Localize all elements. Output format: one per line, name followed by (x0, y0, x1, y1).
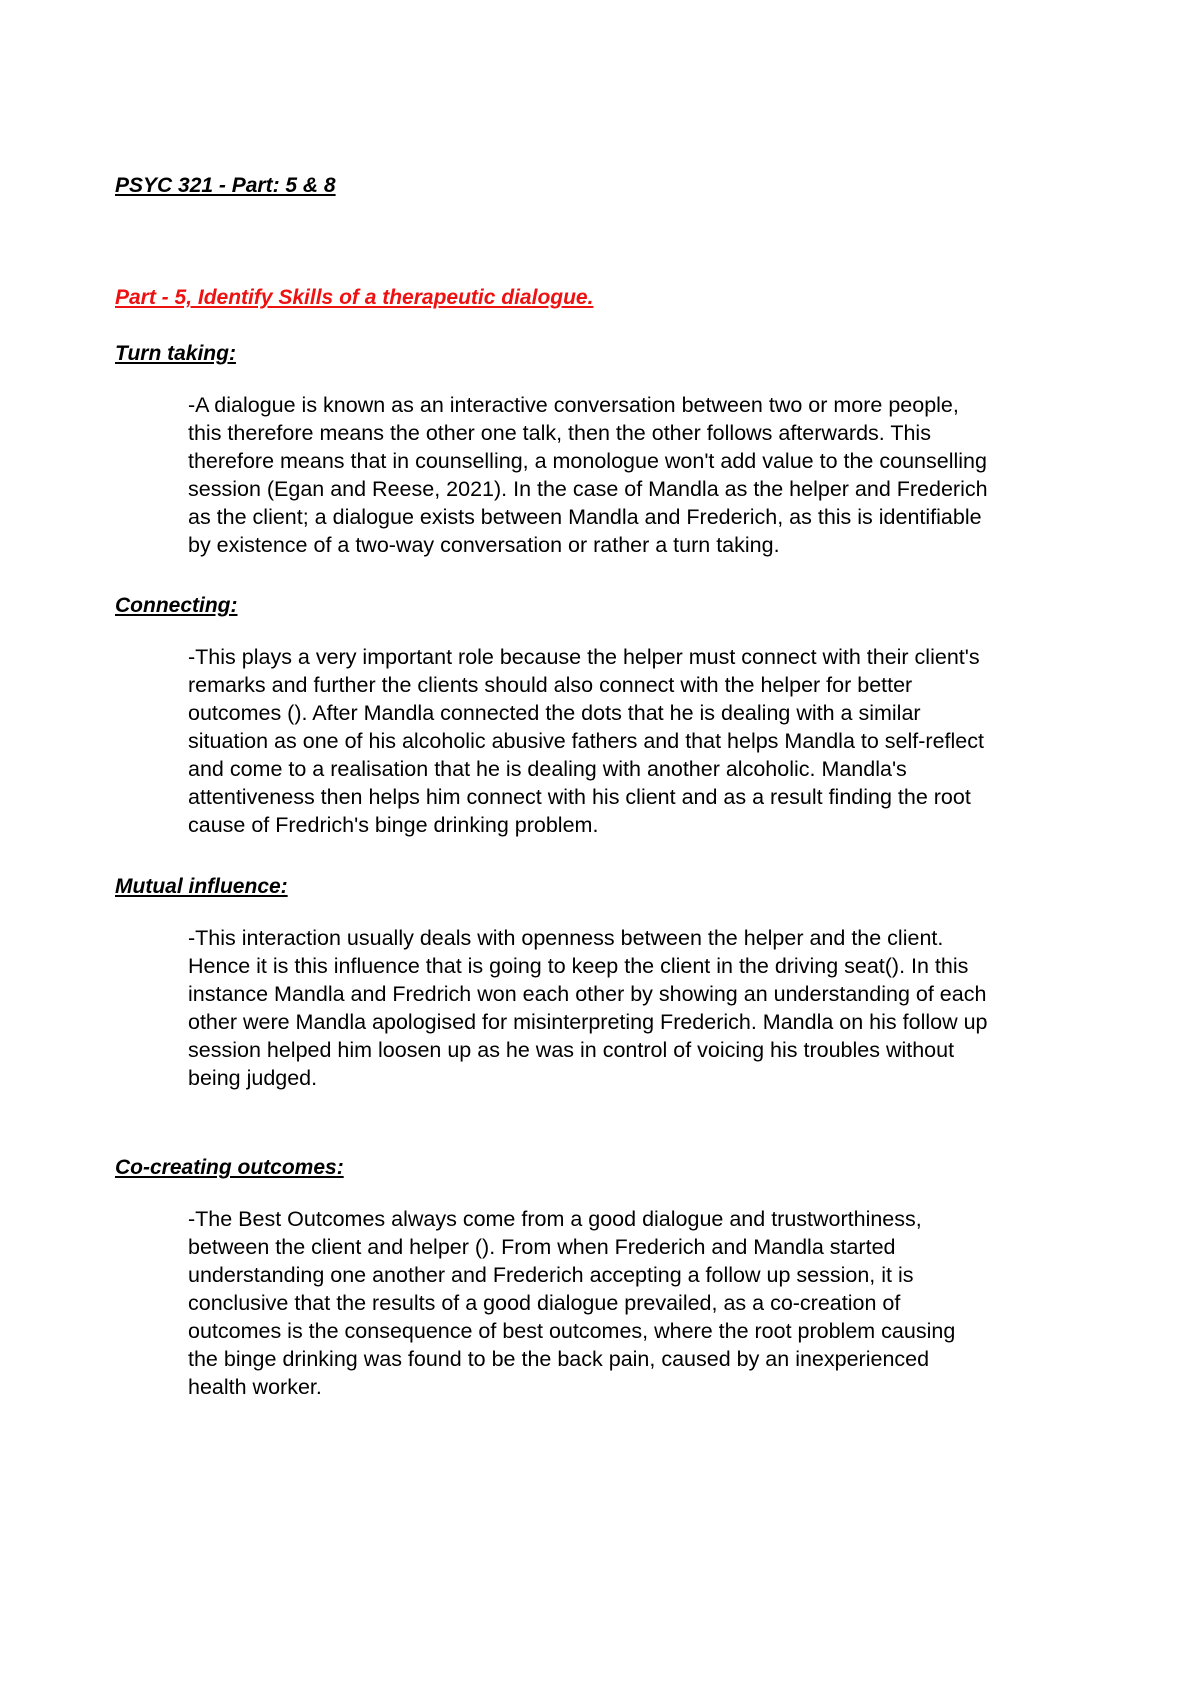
section-body: -This interaction usually deals with openness between the helper and the client. Hence it is this influence that is going to keep the client in the driving seat(). In this instance Mandla and Fredrich won each other by showing an understanding of each other were Mandla apologised for misinterpreting Frederich. Mandla on his follow up session helped him loosen up as he was in control of voicing his troubles without being judged. (188, 926, 988, 1090)
section-heading: Connecting: (115, 594, 238, 617)
section-body: -This plays a very important role because the helper must connect with their client's remarks and further the clients should also connect with the helper for better outcomes (). After Mandla connected the dots that he is dealing with a similar situation as one of his alcoholic abusive fathers and that helps Mandla to self-reflect and come to a realisation that he is dealing with another alcoholic. Mandla's attentiveness then helps him connect with his client and as a result finding the root cause of Fredrich's binge drinking problem. (188, 645, 984, 837)
section-heading: Co-creating outcomes: (115, 1156, 344, 1179)
section-turn-taking (115, 340, 1115, 559)
section-co-creating-outcomes (115, 1154, 1115, 1401)
part-heading: Part - 5, Identify Skills of a therapeutic dialogue. (115, 286, 594, 309)
section-connecting (115, 592, 1115, 839)
section-heading: Mutual influence: (115, 875, 288, 898)
section-body: -A dialogue is known as an interactive conversation between two or more people, this therefore means the other one talk, then the other follows afterwards. This therefore means that in counselling, a monologue won't add value to the counselling session (Egan and Reese, 2021). In the case of Mandla as the helper and Frederich as the client; a dialogue exists between Mandla and Frederich, as this is identifiable by existence of a two-way conversation or rather a turn taking. (188, 393, 988, 557)
section-heading: Turn taking: (115, 342, 236, 365)
document-title: PSYC 321 - Part: 5 & 8 (115, 174, 336, 197)
section-body: -The Best Outcomes always come from a good dialogue and trustworthiness, between the client and helper (). From when Frederich and Mandla started understanding one another and Frederich accepting a follow up session, it is conclusive that the results of a good dialogue prevailed, as a co-creation of outcomes is the consequence of best outcomes, where the root problem causing the binge drinking was found to be the back pain, caused by an inexperienced health worker. (188, 1207, 956, 1399)
section-mutual-influence (115, 873, 1115, 1092)
